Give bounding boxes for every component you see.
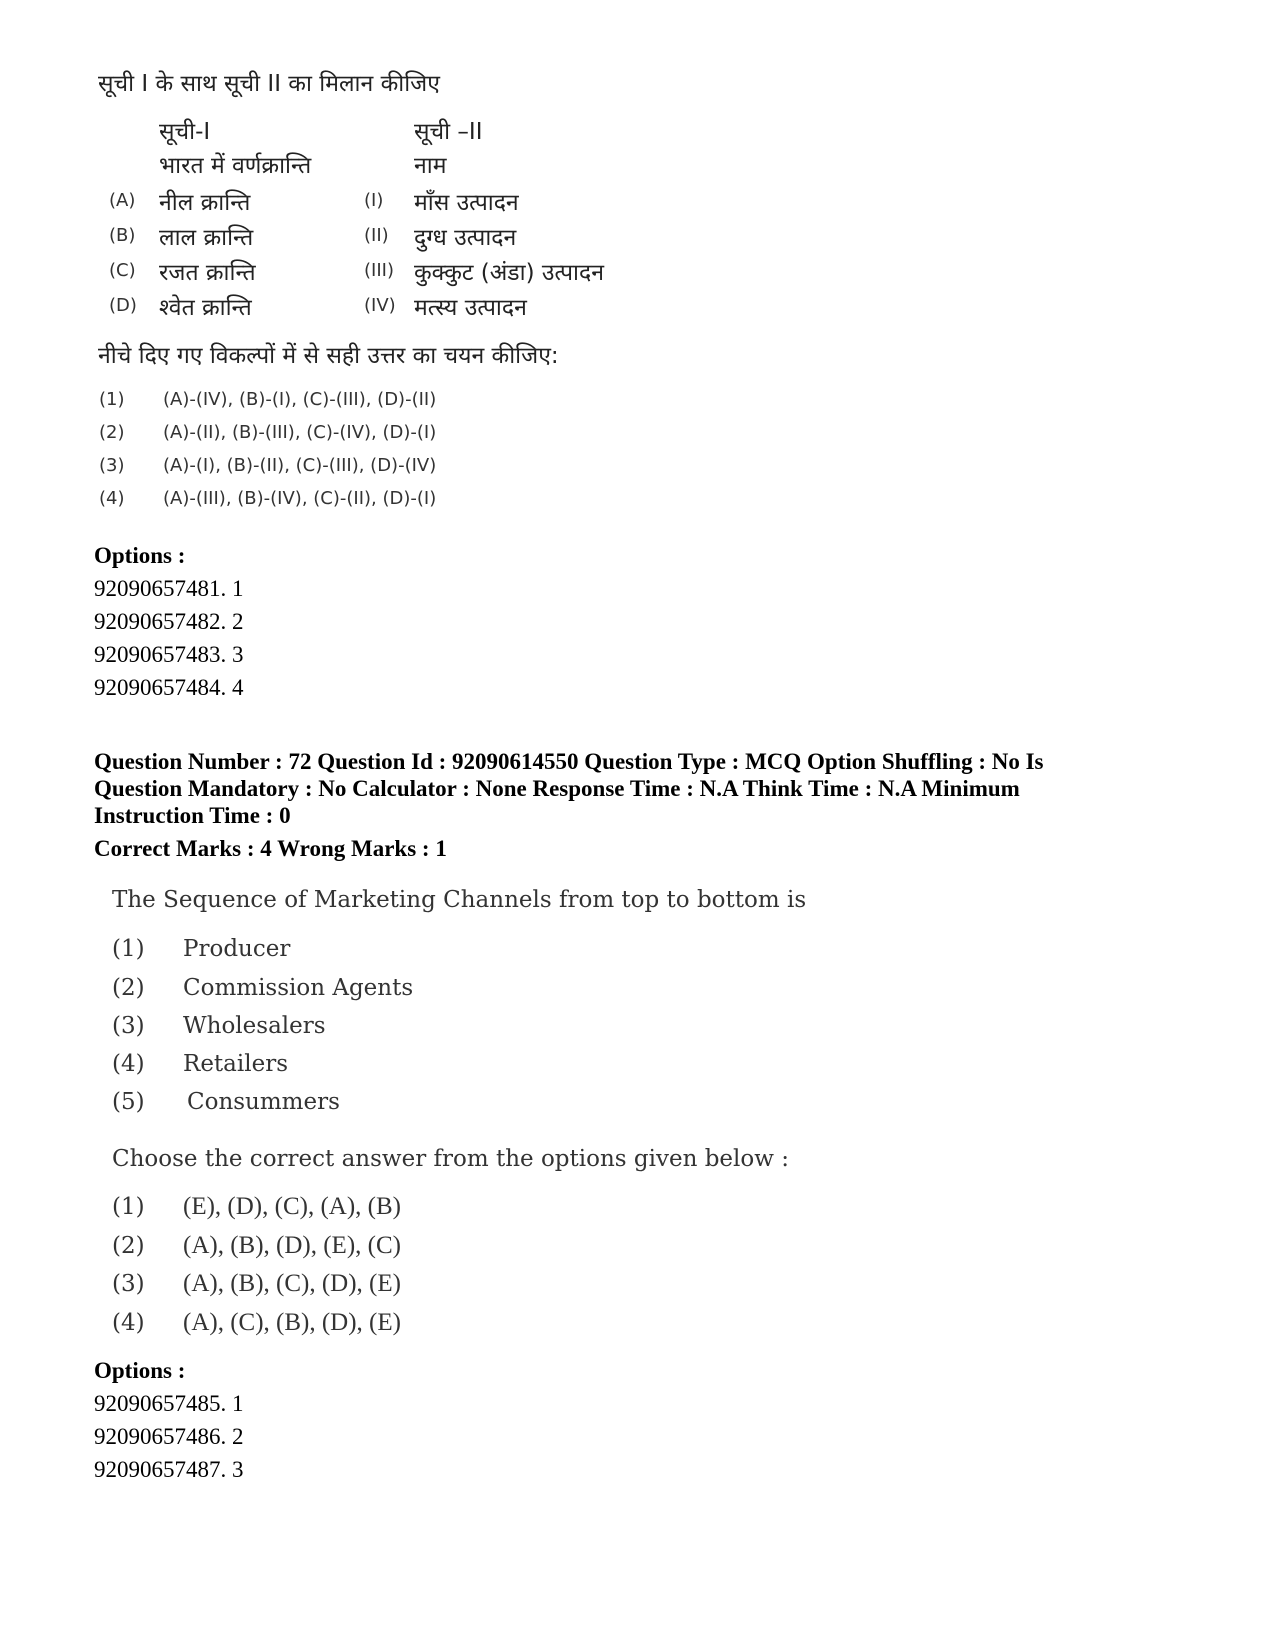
q71-option: 92090657482. 2 [94, 609, 244, 634]
q72-meta-line: Instruction Time : 0 [94, 803, 291, 828]
q72-item-num: (5) [112, 1089, 145, 1115]
q72-item-text: Wholesalers [183, 1013, 326, 1039]
q71-list2-header: सूची –II [414, 119, 483, 145]
q71-row-label: (C) [109, 260, 136, 281]
q72-item-num: (4) [112, 1051, 145, 1077]
q72-options-label: Options : [94, 1358, 186, 1383]
q71-row-text: कुक्कुट (अंडा) उत्पादन [414, 260, 604, 286]
q71-row-text: रजत क्रान्ति [159, 260, 256, 286]
q72-choice-num: (2) [112, 1233, 145, 1259]
q71-choice-num: (3) [99, 455, 125, 476]
q72-choice-text: (A), (B), (D), (E), (C) [183, 1232, 401, 1259]
q71-options-label: Options : [94, 543, 186, 568]
q72-choice-num: (4) [112, 1310, 145, 1336]
q71-instruction: सूची I के साथ सूची II का मिलान कीजिए [98, 71, 440, 97]
q72-choice-num: (1) [112, 1194, 145, 1220]
q72-choice-text: (A), (B), (C), (D), (E) [183, 1270, 401, 1297]
q72-option: 92090657486. 2 [94, 1424, 244, 1449]
q72-meta-line: Question Mandatory : No Calculator : None Response Time : N.A Think Time : N.A Minimum [94, 776, 1020, 801]
q72-question-text: The Sequence of Marketing Channels from top to bottom is [112, 887, 807, 913]
q71-list2-subheader: नाम [414, 153, 447, 179]
q72-item-text: Commission Agents [183, 975, 414, 1001]
q71-row-label: (A) [109, 190, 136, 211]
q72-choice-text: (A), (C), (B), (D), (E) [183, 1309, 401, 1336]
q71-row-text: माँस उत्पादन [414, 190, 519, 216]
q72-marks: Correct Marks : 4 Wrong Marks : 1 [94, 836, 447, 861]
q72-item-num: (2) [112, 975, 145, 1001]
q71-option: 92090657481. 1 [94, 576, 244, 601]
q71-row-label: (D) [109, 295, 137, 316]
q72-item-text: Producer [183, 936, 291, 962]
q71-choice-text: (A)-(IV), (B)-(I), (C)-(III), (D)-(II) [163, 389, 437, 410]
q71-row-text: लाल क्रान्ति [159, 225, 254, 251]
q71-list1-header: सूची-I [159, 119, 211, 145]
q72-option: 92090657485. 1 [94, 1391, 244, 1416]
q71-row-label: (B) [109, 225, 136, 246]
q72-item-text: Retailers [183, 1051, 289, 1077]
q72-item-num: (3) [112, 1013, 145, 1039]
q71-row-label: (III) [364, 260, 394, 281]
q71-row-label: (I) [364, 190, 384, 211]
q71-row-label: (II) [364, 225, 389, 246]
q71-choice-num: (1) [99, 389, 125, 410]
q71-row-text: दुग्ध उत्पादन [414, 225, 517, 251]
q71-choose-text: नीचे दिए गए विकल्पों में से सही उत्तर का चयन कीजिए: [98, 343, 559, 369]
q71-choice-text: (A)-(I), (B)-(II), (C)-(III), (D)-(IV) [163, 455, 437, 476]
q71-row-text: मत्स्य उत्पादन [414, 295, 527, 321]
q71-row-label: (IV) [364, 295, 396, 316]
q72-choose-text: Choose the correct answer from the options given below : [112, 1146, 789, 1172]
q72-choice-num: (3) [112, 1271, 145, 1297]
q71-row-text: श्वेत क्रान्ति [159, 295, 252, 321]
q72-item-text: Consummers [187, 1089, 340, 1115]
q71-option: 92090657483. 3 [94, 642, 244, 667]
q71-choice-text: (A)-(III), (B)-(IV), (C)-(II), (D)-(I) [163, 488, 437, 509]
q71-choice-text: (A)-(II), (B)-(III), (C)-(IV), (D)-(I) [163, 422, 437, 443]
q71-row-text: नील क्रान्ति [159, 190, 251, 216]
q72-meta-line: Question Number : 72 Question Id : 92090614550 Question Type : MCQ Option Shuffling : No Is [94, 749, 1044, 774]
q72-option: 92090657487. 3 [94, 1457, 244, 1482]
q71-choice-num: (4) [99, 488, 125, 509]
q71-choice-num: (2) [99, 422, 125, 443]
q72-item-num: (1) [112, 936, 145, 962]
q71-option: 92090657484. 4 [94, 675, 244, 700]
q71-list1-subheader: भारत में वर्णक्रान्ति [159, 153, 312, 179]
q72-choice-text: (E), (D), (C), (A), (B) [183, 1193, 401, 1220]
